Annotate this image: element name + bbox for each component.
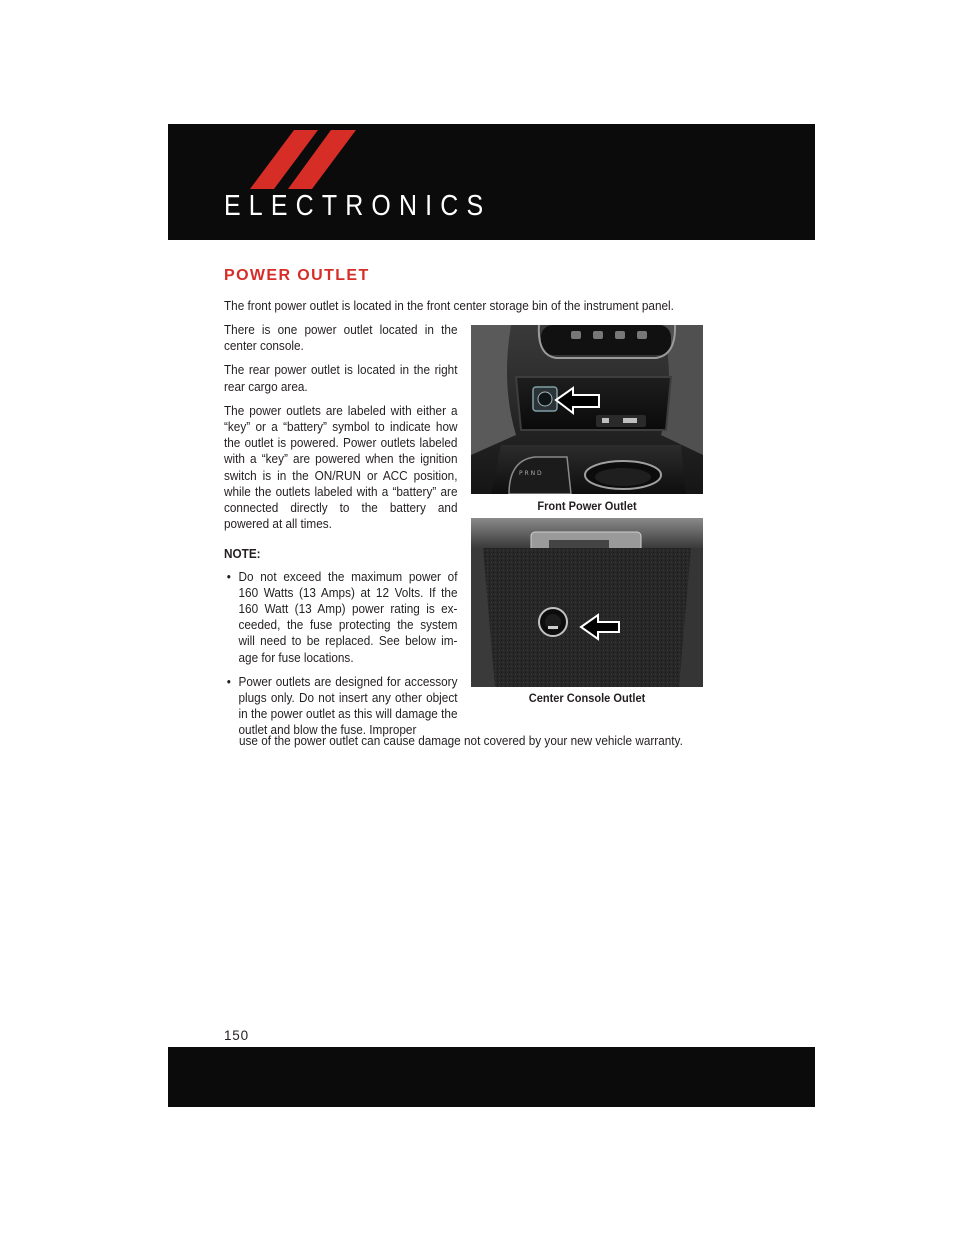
bullet-symbol: •: [226, 568, 231, 584]
note-list: [224, 569, 457, 739]
note-item: [224, 569, 457, 666]
chapter-title: ELECTRONICS: [224, 190, 492, 222]
body-column: [224, 322, 457, 747]
paragraph-center-console: There is one power outlet located in the center console.: [224, 322, 458, 354]
footer-band: [168, 1047, 815, 1107]
front-power-outlet-photo: [471, 325, 703, 494]
section-title: POWER OUTLET: [224, 267, 370, 284]
paragraph-outlet-labels: The power outlets are labeled with either a “key” or a “battery” symbol to indicate how the outlet is powered. Power outlets labeled with a “key” are powered when the ignition switch is in the ON/RUN or ACC position, while the outlets labeled with a “battery” are connected directly to the battery and powered at all times.: [224, 402, 458, 532]
gear-letters: P R N D: [519, 470, 542, 477]
note-item-text: Power outlets are designed for accessory plugs only. Do not insert any other object in the power outlet as this will damage the outlet and blow the fuse. Improper: [238, 673, 458, 738]
center-console-outlet-photo: [471, 518, 703, 687]
figure-caption: Center Console Outlet: [528, 691, 646, 705]
intro-paragraph: The front power outlet is located in the front center storage bin of the instrument panel.: [224, 298, 674, 313]
note-item-continuation: use of the power outlet can cause damage not covered by your new vehicle warranty.: [239, 733, 683, 748]
figure-caption: Front Power Outlet: [537, 499, 637, 513]
red-stripes-icon: [168, 124, 368, 194]
bullet-symbol: •: [226, 673, 231, 689]
chapter-header: [168, 124, 815, 240]
note-item: [224, 674, 457, 739]
page-number: 150: [224, 1028, 249, 1043]
note-label: NOTE:: [224, 546, 261, 562]
note-item-text: Do not exceed the maximum power of 160 Watts (13 Amps) at 12 Volts. If the 160 Watt (13 Amp) power rating is exceeded, the fuse protecting the system will need to be replaced. See below image for fuse locations.: [238, 568, 458, 665]
paragraph-rear-outlet: The rear power outlet is located in the right rear cargo area.: [224, 362, 458, 394]
